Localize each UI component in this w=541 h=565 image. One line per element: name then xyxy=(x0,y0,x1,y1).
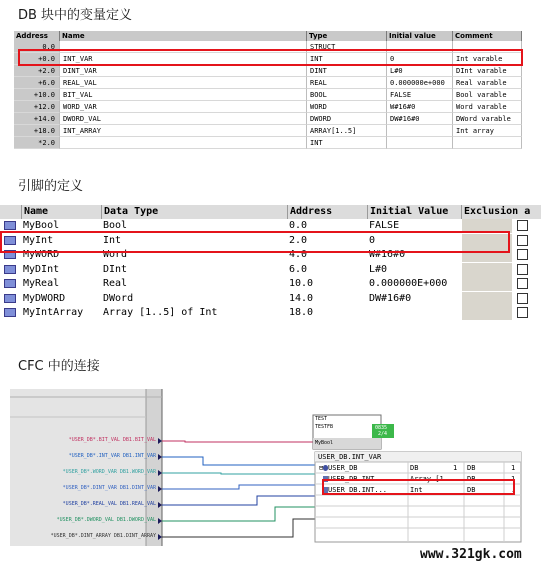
block-value: 0835 xyxy=(375,425,388,431)
pin-col-type[interactable]: Data Type xyxy=(101,205,287,219)
db-cell-initial[interactable]: FALSE xyxy=(387,89,453,101)
signal-label[interactable]: *USER_DB*.DINT_VAR DB1.DINT_VAR xyxy=(62,485,156,491)
pin-cell-initial[interactable]: L#0 xyxy=(369,263,388,275)
pin-table-row[interactable] xyxy=(0,277,541,291)
pin-cell-type[interactable]: DWord xyxy=(103,292,134,304)
db-table-row[interactable] xyxy=(14,137,522,149)
pin-cell-name[interactable]: MyWORD xyxy=(23,249,60,260)
pin-exclusion-cell xyxy=(462,263,512,277)
popup-cell-name: USER_DB.INT... xyxy=(328,486,388,494)
pin-col-address[interactable]: Address xyxy=(287,205,367,219)
db-cell-name[interactable]: INT_ARRAY xyxy=(60,125,307,137)
db-cell-type[interactable]: ARRAY[1..5] xyxy=(307,125,387,137)
db-cell-address: +18.0 xyxy=(14,125,60,137)
pin-table-row[interactable] xyxy=(0,306,541,320)
signal-wire[interactable] xyxy=(162,473,340,474)
db-col-name[interactable]: Name xyxy=(60,31,307,41)
popup-cell-kind: DB xyxy=(467,475,476,483)
db-section-title: DB 块中的变量定义 xyxy=(18,8,133,23)
db-col-comment[interactable]: Comment xyxy=(453,31,522,41)
db-cell-comment[interactable] xyxy=(453,137,522,149)
tree-toggle-icon: ⊟ xyxy=(319,464,324,472)
signal-label[interactable]: *USER_DB*.DINT_ARRAY DB1.DINT_ARRAY xyxy=(50,533,156,539)
popup-cell-kind: DB xyxy=(467,486,476,494)
db-col-type[interactable]: Type xyxy=(307,31,387,41)
db-table-row[interactable] xyxy=(14,125,522,137)
exclusion-checkbox[interactable] xyxy=(517,249,528,260)
signal-label[interactable]: *USER_DB*.WORD_VAR DB1.WORD_VAR xyxy=(62,469,156,475)
pin-cell-initial[interactable]: 0.000000E+000 xyxy=(369,278,448,289)
db-highlight-box xyxy=(18,49,523,66)
cfc-section-title: CFC 中的连接 xyxy=(18,359,100,374)
db-cell-type[interactable]: DINT xyxy=(307,65,387,77)
db-cell-type[interactable]: INT xyxy=(307,53,387,65)
signal-label[interactable]: *USER_DB*.DWORD_VAL DB1.DWORD_VAL xyxy=(56,517,156,523)
popup-cell-index: 1 xyxy=(511,475,516,483)
popup-cell-name: USER_DB.INT... xyxy=(328,475,388,483)
pin-exclusion-cell xyxy=(462,306,512,320)
pin-cell-name[interactable]: MyInt xyxy=(23,234,54,246)
db-cell-comment[interactable]: Real varable xyxy=(453,77,522,89)
pin-cell-name[interactable]: MyReal xyxy=(23,278,60,289)
pin-cell-initial[interactable]: W#16#0 xyxy=(369,249,406,260)
popup-header: USER_DB.INT_VAR xyxy=(318,453,382,461)
exclusion-checkbox[interactable] xyxy=(517,220,528,231)
pin-icon xyxy=(4,221,16,230)
db-table-row[interactable] xyxy=(14,113,522,125)
db-cell-initial[interactable]: 0.000000e+000 xyxy=(387,77,453,89)
pin-cell-address[interactable]: 4.0 xyxy=(289,249,308,260)
popup-cell-name: USER_DB xyxy=(328,464,358,472)
db-cell-type[interactable]: REAL xyxy=(307,77,387,89)
signal-label[interactable]: *USER_DB*.BIT_VAL DB1.BIT_VAL xyxy=(68,437,156,443)
signal-label[interactable]: *USER_DB*.REAL_VAL DB1.REAL_VAL xyxy=(62,501,156,507)
db-cell-name[interactable]: INT_VAR xyxy=(60,53,307,65)
watermark: www.321gk.com xyxy=(420,547,522,562)
db-col-address[interactable]: Address xyxy=(14,31,60,41)
pin-icon xyxy=(4,279,16,288)
signal-wire[interactable] xyxy=(162,519,315,537)
block-pin-mybool[interactable]: MyBool xyxy=(315,440,334,446)
block-sub: 2/4 xyxy=(378,431,388,437)
pin-highlight-box xyxy=(0,231,510,253)
pin-cell-address[interactable]: 2.0 xyxy=(289,234,308,246)
pin-cell-type[interactable]: DInt xyxy=(103,263,128,275)
pin-exclusion-cell xyxy=(462,292,512,306)
db-cell-comment[interactable]: Int varable xyxy=(453,53,522,65)
pin-cell-initial[interactable]: FALSE xyxy=(369,220,400,231)
signal-wire[interactable] xyxy=(162,485,332,489)
db-cell-comment[interactable]: Word varable xyxy=(453,101,522,113)
db-cell-address: +2.0 xyxy=(14,65,60,77)
pin-col-exclusion[interactable]: Exclusion a xyxy=(461,205,541,219)
db-cell-name[interactable]: BIT_VAL xyxy=(60,89,307,101)
db-cell-name[interactable]: WORD_VAR xyxy=(60,101,307,113)
pin-icon xyxy=(4,308,16,317)
exclusion-checkbox[interactable] xyxy=(517,264,528,275)
pin-cell-type[interactable]: Array [1..5] of Int xyxy=(103,307,218,318)
popup-cell-kind: DB xyxy=(467,464,476,472)
popup-list-row[interactable] xyxy=(315,463,521,474)
pin-cell-initial[interactable]: DW#16#0 xyxy=(369,292,412,304)
pin-definition-table xyxy=(0,205,541,325)
pin-cell-name[interactable]: MyBool xyxy=(23,220,60,231)
popup-cell-index: . xyxy=(511,486,516,494)
db-cell-type[interactable]: STRUCT xyxy=(307,41,387,53)
db-table-row[interactable] xyxy=(14,101,522,113)
db-cell-comment[interactable]: Int array xyxy=(453,125,522,137)
db-table-row[interactable] xyxy=(14,89,522,101)
db-cell-address: +10.0 xyxy=(14,89,60,101)
exclusion-checkbox[interactable] xyxy=(517,293,528,304)
db-cell-comment[interactable]: DWord varable xyxy=(453,113,522,125)
pin-col-initial[interactable]: Initial Value xyxy=(367,205,461,219)
pin-cell-address[interactable]: 0.0 xyxy=(289,220,308,231)
db-cell-initial[interactable] xyxy=(387,125,453,137)
pin-col-name[interactable]: Name xyxy=(21,205,101,219)
exclusion-checkbox[interactable] xyxy=(517,235,528,246)
exclusion-checkbox[interactable] xyxy=(517,278,528,289)
pin-cell-address[interactable]: 6.0 xyxy=(289,263,308,275)
pin-table-row[interactable] xyxy=(0,263,541,277)
pin-table-header xyxy=(0,205,541,219)
popup-cell-type: Int xyxy=(410,486,423,494)
pin-cell-type[interactable]: Bool xyxy=(103,220,128,231)
db-table-row[interactable] xyxy=(14,77,522,89)
pin-icon xyxy=(4,265,16,274)
db-cell-comment[interactable]: DInt varable xyxy=(453,65,522,77)
db-table-header xyxy=(14,31,522,41)
db-cell-name[interactable]: DINT_VAR xyxy=(60,65,307,77)
pin-table-row[interactable] xyxy=(0,292,541,306)
pin-icon xyxy=(4,294,16,303)
pin-cell-type[interactable]: Int xyxy=(103,234,122,246)
pin-section-title: 引脚的定义 xyxy=(18,179,84,194)
db-cell-address: +0.0 xyxy=(14,53,60,65)
pin-cell-name[interactable]: MyDWORD xyxy=(23,292,66,304)
db-cell-address: 0.0 xyxy=(14,41,60,53)
block-type: TESTFB xyxy=(315,424,334,430)
signal-label[interactable]: *USER_DB*.INT_VAR DB1.INT_VAR xyxy=(68,453,156,459)
popup-cell-number: 1 xyxy=(453,464,458,472)
popup-cell-type: DB xyxy=(410,464,419,472)
db-cell-initial[interactable]: W#16#0 xyxy=(387,101,453,113)
db-cell-initial[interactable]: DW#16#0 xyxy=(387,113,453,125)
db-cell-type[interactable]: DWORD xyxy=(307,113,387,125)
pin-cell-name[interactable]: MyIntArray xyxy=(23,307,84,318)
db-cell-type[interactable]: WORD xyxy=(307,101,387,113)
pin-cell-type[interactable]: Real xyxy=(103,278,128,289)
pin-cell-name[interactable]: MyDInt xyxy=(23,263,60,275)
db-cell-initial[interactable]: L#0 xyxy=(387,65,453,77)
signal-wire[interactable] xyxy=(162,496,328,505)
block-name: TEST xyxy=(315,416,328,422)
db-cell-address: +14.0 xyxy=(14,113,60,125)
pin-cell-address[interactable]: 18.0 xyxy=(289,307,314,318)
pin-cell-type[interactable]: Word xyxy=(103,249,128,260)
db-cell-name[interactable]: DWORD_VAL xyxy=(60,113,307,125)
db-cell-name[interactable] xyxy=(60,137,307,149)
pin-exclusion-cell xyxy=(462,277,512,291)
pin-cell-initial[interactable]: 0 xyxy=(369,234,376,246)
db-icon xyxy=(323,465,328,471)
db-cell-type[interactable]: INT xyxy=(307,137,387,149)
db-col-initial[interactable]: Initial value xyxy=(387,31,453,41)
pin-cell-address[interactable]: 10.0 xyxy=(289,278,314,289)
popup-cell-type: Array [1... xyxy=(410,475,457,483)
db-cell-address: +6.0 xyxy=(14,77,60,89)
db-cell-address: *2.0 xyxy=(14,137,60,149)
signal-wire[interactable] xyxy=(162,441,313,442)
db-cell-address: +12.0 xyxy=(14,101,60,113)
db-cell-comment[interactable]: Bool varable xyxy=(453,89,522,101)
cfc-chart xyxy=(10,389,531,562)
popup-cell-index: 1 xyxy=(511,464,516,472)
db-cell-initial[interactable]: 0 xyxy=(387,53,453,65)
db-table-row[interactable] xyxy=(14,65,522,77)
pin-cell-address[interactable]: 14.0 xyxy=(289,292,314,304)
exclusion-checkbox[interactable] xyxy=(517,307,528,318)
db-cell-name[interactable]: REAL_VAL xyxy=(60,77,307,89)
db-cell-initial[interactable] xyxy=(387,137,453,149)
db-cell-type[interactable]: BOOL xyxy=(307,89,387,101)
cfc-highlight-box xyxy=(322,479,515,495)
